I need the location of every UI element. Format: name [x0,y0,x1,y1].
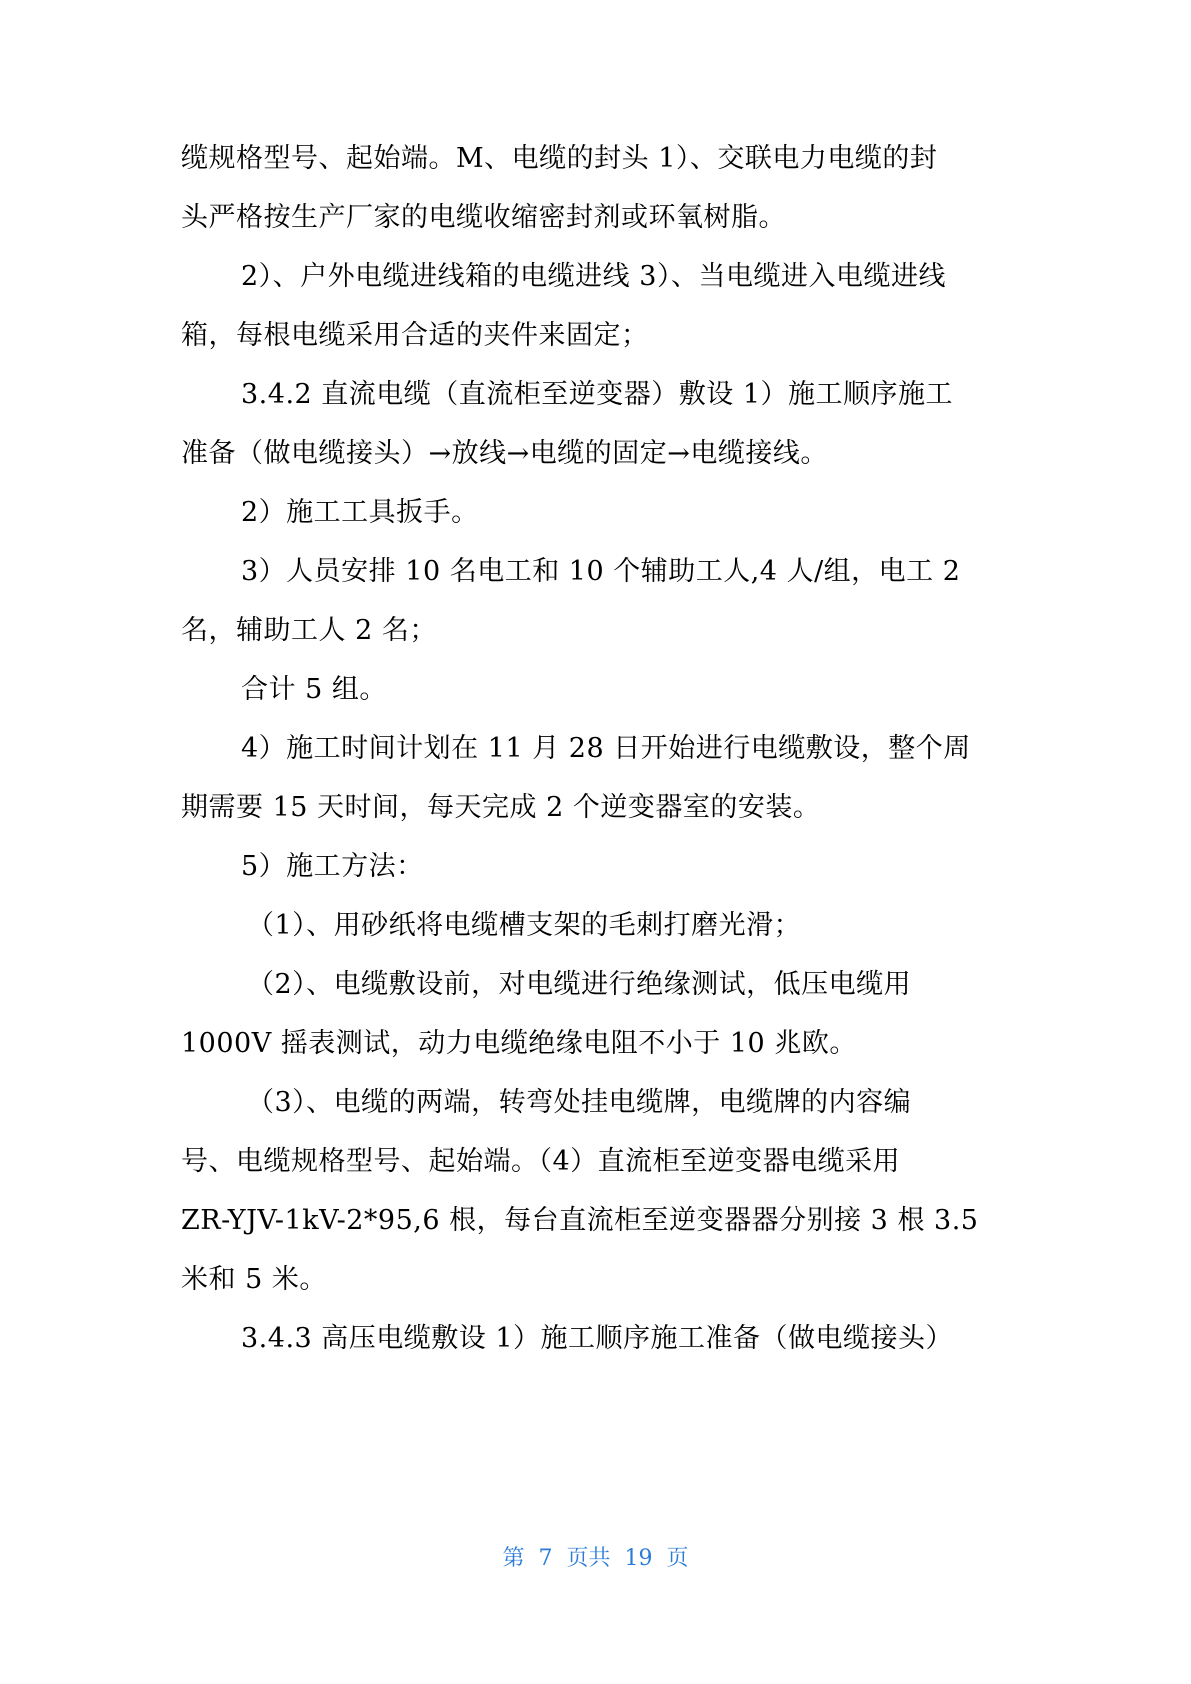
paragraph-line: 号、电缆规格型号、起始端。（4）直流柜至逆变器电缆采用 [181,1146,901,1177]
paragraph-line: 头严格按生产厂家的电缆收缩密封剂或环氧树脂。 [181,202,786,233]
page-number-footer: 第 7 页共 19 页 [502,1546,689,1571]
paragraph-line: 4）施工时间计划在 11 月 28 日开始进行电缆敷设，整个周 [241,733,971,764]
paragraph-line: 箱，每根电缆采用合适的夹件来固定； [181,320,649,351]
paragraph-line: 米和 5 米。 [181,1264,327,1295]
paragraph-line: （3）、电缆的两端，转弯处挂电缆牌，电缆牌的内容编 [247,1087,912,1118]
paragraph-line: ZR-YJV-1kV-2*95,6 根，每台直流柜至逆变器器分别接 3 根 3.5 [181,1205,979,1236]
paragraph-line: 2）、户外电缆进线箱的电缆进线 3）、当电缆进入电缆进线 [241,261,946,292]
paragraph-line: 合计 5 组。 [241,674,387,705]
paragraph-line: 1000V 摇表测试，动力电缆绝缘电阻不小于 10 兆欧。 [181,1028,857,1059]
paragraph-line: 3.4.2 直流电缆（直流柜至逆变器）敷设 1）施工顺序施工 [241,379,954,410]
paragraph-line: 3）人员安排 10 名电工和 10 个辅助工人,4 人/组，电工 2 [241,556,961,587]
paragraph-line: 准备（做电缆接头）→放线→电缆的固定→电缆接线。 [181,438,828,469]
paragraph-line: 名，辅助工人 2 名； [181,615,437,646]
paragraph-line: 2）施工工具扳手。 [241,497,479,528]
paragraph-line: 缆规格型号、起始端。M、电缆的封头 1）、交联电力电缆的封 [181,143,938,174]
paragraph-line: 5）施工方法： [241,851,424,882]
paragraph-line: （1）、用砂纸将电缆槽支架的毛刺打磨光滑； [247,910,802,941]
paragraph-line: 期需要 15 天时间，每天完成 2 个逆变器室的安装。 [181,792,821,823]
paragraph-line: （2）、电缆敷设前，对电缆进行绝缘测试，低压电缆用 [247,969,912,1000]
paragraph-line: 3.4.3 高压电缆敷设 1）施工顺序施工准备（做电缆接头） [241,1323,954,1354]
